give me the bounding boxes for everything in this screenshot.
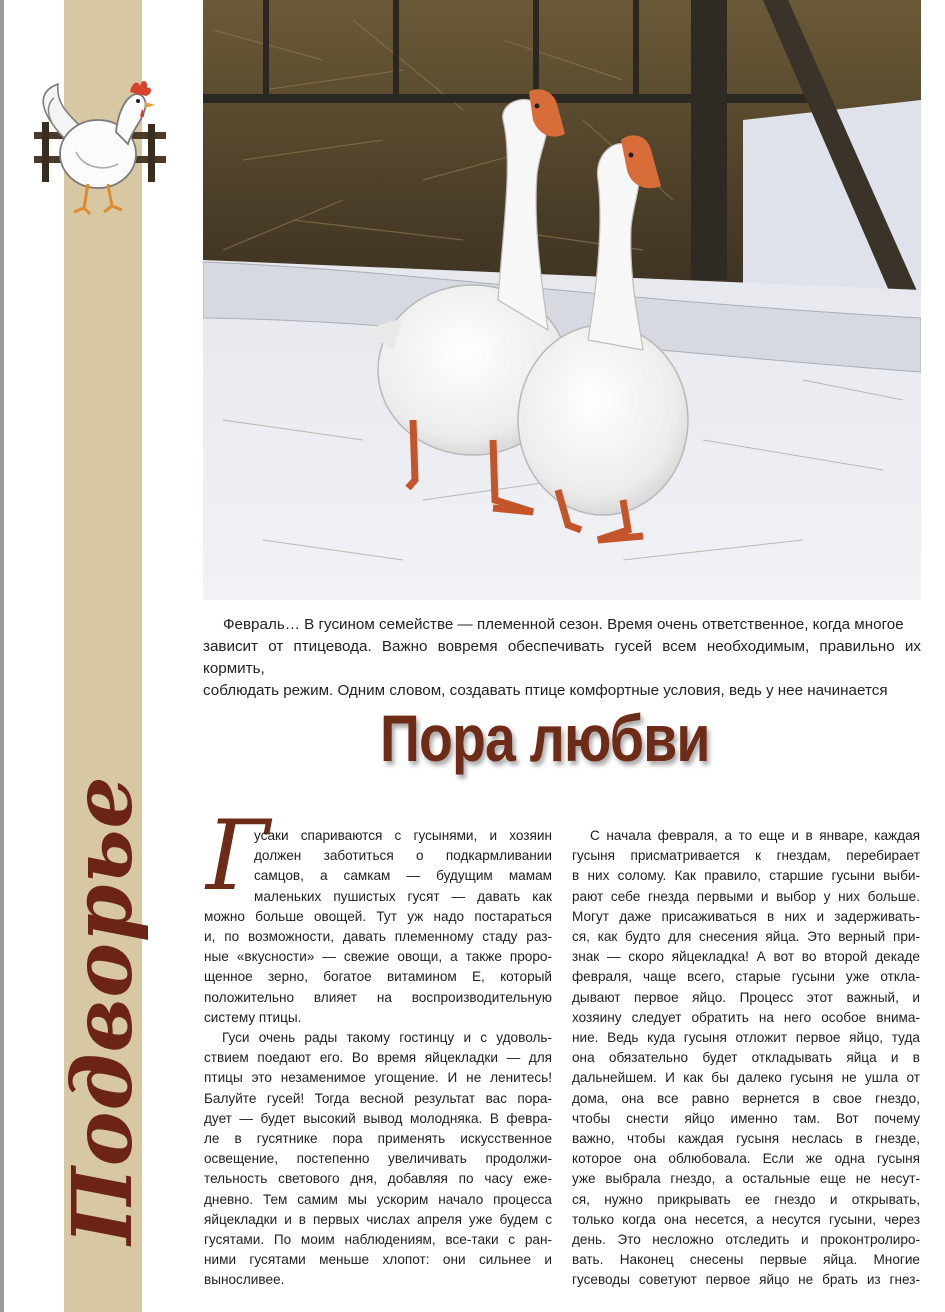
- text-line: систему птицы.: [204, 1009, 302, 1025]
- article-column-right: [572, 826, 920, 1291]
- text-line: она обязательно будет откладывать яйца и в: [572, 1050, 920, 1066]
- text-line: только когда она несется, а несутся гусыни, через: [572, 1211, 920, 1227]
- text-line: вать. Наконец снесены первые яйца. Многие: [572, 1252, 920, 1268]
- text-line: ся, нужно прикрывать ее гнездо и открывать,: [572, 1191, 920, 1207]
- text-line: ствием поедают его. Во время яйцекладки — для: [204, 1050, 552, 1066]
- article-column-left: [204, 826, 552, 1291]
- text-line: Могут даже присаживаться в них и задерживать-: [572, 908, 920, 924]
- text-line: ние. Ведь куда гусыня отложит первое яйцо, туда: [572, 1030, 920, 1046]
- article-title: Пора любви: [380, 701, 710, 775]
- text-line: положительно влияет на воспроизводительную: [204, 989, 552, 1005]
- text-line: в них солому. Как правило, старшие гусыни выби-: [572, 868, 920, 884]
- text-line: дневно. Тем самим мы ускорим начало процесса: [204, 1191, 552, 1207]
- text-line: освещение, постепенно увеличивать продолжи-: [204, 1151, 552, 1167]
- text-line: гусыня присматривается к гнездам, перебирает: [572, 848, 920, 864]
- text-line: тельность светового дня, добавляя по часу еже-: [204, 1171, 552, 1187]
- text-line: дывают первое яйцо. Процесс этот важный, и: [572, 989, 920, 1005]
- text-line: Балуйте гусей! Тогда весной результат вас пора-: [204, 1090, 552, 1106]
- text-line: самцов, а самкам — будущим мамам: [254, 868, 552, 884]
- text-line: чтобы снести яйцо именно там. Вот почему: [572, 1110, 920, 1126]
- text-line: можно больше овощей. Тут уж надо постараться: [204, 908, 552, 924]
- text-line: рают себе гнезда первыми и выбор у них больше.: [572, 888, 920, 904]
- section-label: Подворье: [55, 775, 151, 1245]
- text-line: важно, чтобы каждая гусыня неслась в гнезде,: [572, 1131, 920, 1147]
- drop-cap: Г: [206, 800, 270, 912]
- text-line: выносливее.: [204, 1272, 285, 1288]
- lead-line: соблюдать режим. Одним словом, создавать птице комфортные условия, ведь у нее начинается: [203, 682, 888, 699]
- lead-paragraph: [203, 614, 921, 702]
- text-line: уже выбрала гнездо, а остальные еще не несут-: [572, 1171, 920, 1187]
- text-line: маленьких пушистых гусят — давать как: [254, 888, 552, 904]
- page-edge: [0, 0, 4, 1312]
- text-line: ле в гусятнике пора применять искусственное: [204, 1131, 552, 1147]
- text-line: знак — скоро яйцекладка! А вот во второй декаде: [572, 949, 920, 965]
- text-line: февраля, чаще всего, старые гусыни уже откла-: [572, 969, 920, 985]
- text-line: усаки спариваются с гусынями, и хозяин: [254, 828, 552, 843]
- lead-line: зависит от птицевода. Важно вовремя обеспечивать гусей всем необходимым, правильно их кормить,: [203, 638, 921, 677]
- text-line: гусеводы советуют первое яйцо не брать из гнез-: [572, 1272, 920, 1288]
- text-line: дует — будет высокий вывод молодняка. В февра-: [204, 1110, 552, 1126]
- text-line: и, по возможности, давать племенному стаду раз-: [204, 929, 552, 945]
- text-line: ся, как будто для снесения яйца. Это верный при-: [572, 929, 920, 945]
- text-line: дальнейшем. И как бы далеко гусыня не ушла от: [572, 1070, 920, 1086]
- text-line: ними гусятами меньше хлопот: они сильнее и: [204, 1252, 552, 1268]
- text-line: С начала февраля, а то еще и в январе, каждая: [590, 828, 920, 843]
- lead-line: Февраль… В гусином семействе — племенной сезон. Время очень ответственное, когда многое: [223, 616, 904, 633]
- text-line: птицы это незаменимое угощение. И не ленитесь!: [204, 1070, 552, 1086]
- text-line: гусятами. По моим наблюдениям, все-таки с ран-: [204, 1232, 552, 1248]
- text-line: ные «вкусности» — свежие овощи, а также проро-: [204, 949, 552, 965]
- text-line: Гуси очень рады такому гостинцу и с удоволь-: [222, 1030, 552, 1046]
- text-line: яйцекладки и в первых числах апреля уже будем с: [204, 1211, 552, 1227]
- text-line: день. Это несложно отследить и проконтролиро-: [572, 1232, 920, 1248]
- text-line: щенное зерно, богатое витамином Е, который: [204, 969, 552, 985]
- text-line: должен заботиться о подкармливании: [254, 848, 552, 864]
- text-line: которое она облюбовала. Если же одна гусыня: [572, 1151, 920, 1167]
- geese-photo: [203, 0, 921, 600]
- text-line: дома, она все равно вернется в свое гнездо,: [572, 1090, 920, 1106]
- rooster-on-fence-icon: [28, 72, 170, 222]
- text-line: хозяину следует обратить на него особое внима-: [572, 1009, 920, 1025]
